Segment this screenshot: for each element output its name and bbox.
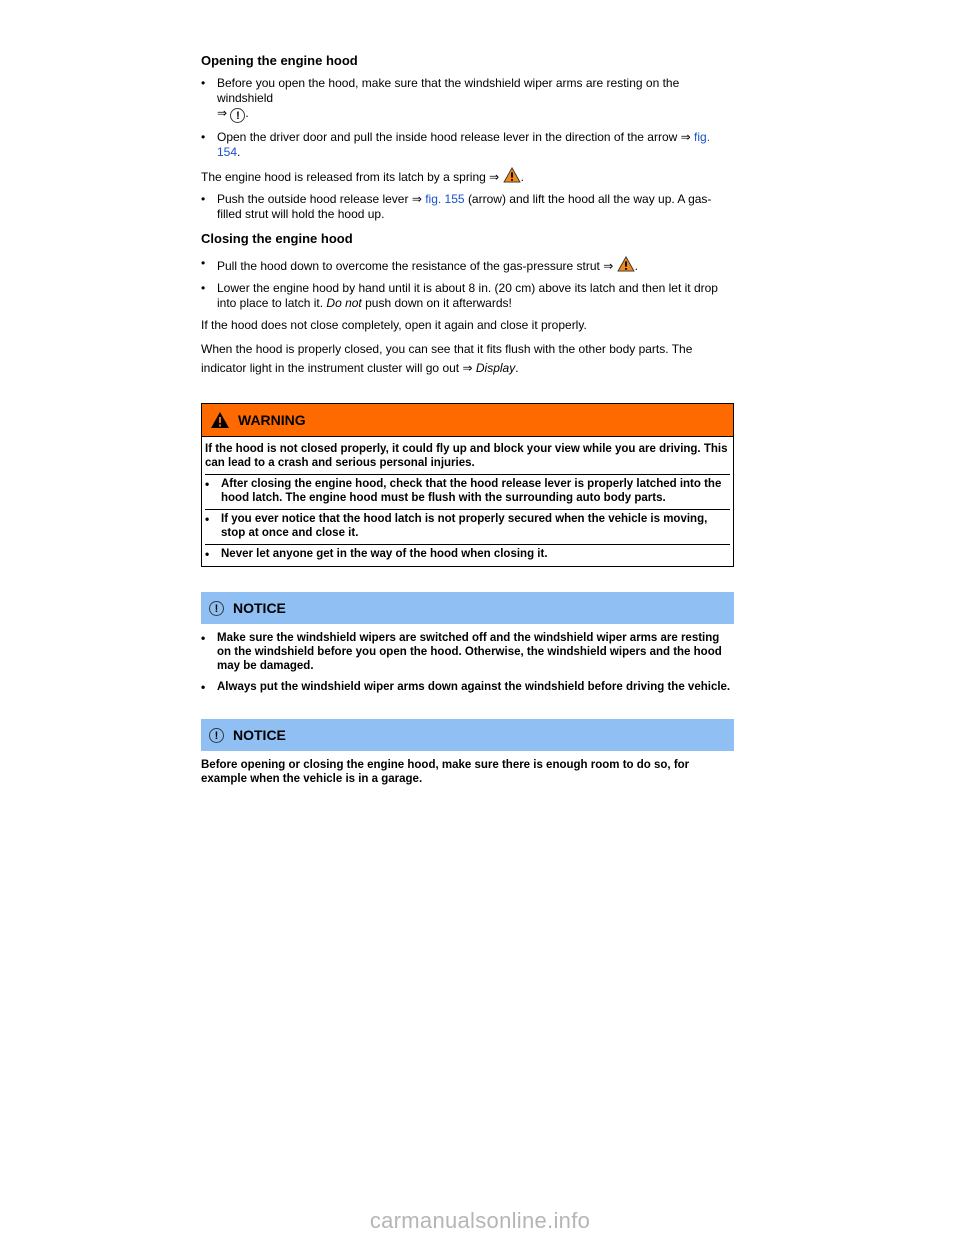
warning-item-text: If you ever notice that the hood latch is not properly secured when the vehicle is moving, stop at once and close it. [221,513,708,539]
punctuation: . [520,170,524,184]
warning-body [202,437,733,566]
bullet-glyph: • [201,192,206,206]
list-item [201,130,734,160]
warning-icon [210,411,230,429]
notice-header [201,719,734,751]
notice-title: NOTICE [233,727,286,743]
bullet-glyph: • [201,130,206,144]
arrow-symbol: ⇒ [217,106,228,120]
warning-item-text: After closing the engine hood, check that the hood release lever is properly latched into the hood latch. The engine hood must be flush with the surrounding auto body parts. [221,478,722,504]
bullet-glyph: • [205,512,210,526]
warning-box [201,403,734,567]
notice-item [201,631,734,673]
paragraph-text: When the hood is properly closed, you can see that it fits flush with the other body parts. The indicator light in the instrument cluster will go out [201,342,693,375]
list-item-text: Open the driver door and pull the inside hood release lever in the direction of the arrow [217,130,678,144]
warning-title: WARNING [238,412,306,428]
bullet-glyph: • [201,680,206,694]
notice-text: Before opening or closing the engine hood, make sure there is enough room to do so, for example when the vehicle is in a garage. [201,759,690,785]
bullet-glyph: • [201,256,206,270]
notice-icon[interactable]: ! [230,108,245,123]
arrow-symbol: ⇒ [462,361,473,375]
bullet-glyph: • [201,631,206,645]
list-item-text: Lower the engine hood by hand until it is about 8 in. (20 cm) above its latch and then let it drop into place to latch it. [217,281,718,310]
paragraph-text: The engine hood is released from its latch by a spring [201,170,486,184]
list-item [201,192,734,222]
list-item-text: Before you open the hood, make sure that the windshield wiper arms are resting on the windshield [217,76,680,105]
list-item-text: push down on it afterwards! [365,296,512,310]
notice-body [201,758,734,786]
warning-item [205,475,730,510]
list-item-text: Pull the hood down to overcome the resistance of the gas-pressure strut [217,259,600,273]
notice-item-text: Always put the windshield wiper arms down against the windshield before driving the vehicle. [217,681,731,693]
emphasis-text: Do not [326,296,362,310]
paragraph [201,167,734,185]
notice-item-text: Make sure the windshield wipers are switched off and the windshield wiper arms are resting on the windshield before you open the hood. Otherwise, the windshield wipers and the hood may be damaged. [217,632,722,672]
arrow-symbol: ⇒ [489,170,500,184]
watermark: carmanualsonline.info [369,1208,591,1233]
list-item [201,281,734,311]
punctuation: . [515,361,519,375]
warning-header [202,404,733,437]
notice-item [201,680,734,695]
section-title-opening: Opening the engine hood [201,53,358,68]
punctuation: . [245,106,249,120]
list-item [201,76,734,123]
warning-item [205,545,730,566]
section-title-closing: Closing the engine hood [201,231,353,246]
warning-item [205,510,730,545]
notice-header [201,592,734,624]
display-link[interactable]: Display [475,361,516,375]
warning-triangle-icon[interactable] [503,167,521,183]
arrow-symbol: ⇒ [411,192,422,206]
arrow-symbol: ⇒ [603,259,614,273]
warning-item-text: Never let anyone get in the way of the hood when closing it. [221,548,548,560]
list-item [201,256,734,274]
paragraph [201,340,734,378]
paragraph: If the hood does not close completely, open it again and close it properly. [201,318,587,332]
figure-link-155[interactable]: fig. 155 [425,192,465,206]
list-item-text: (arrow) and lift the hood all the way up. A gas-filled strut will hold the hood up. [217,192,712,221]
punctuation: . [237,145,241,159]
notice-body [201,631,734,695]
notice-icon: ! [209,601,224,616]
warning-intro-row [205,440,730,475]
warning-intro: If the hood is not closed properly, it could fly up and block your view while you are driving. This can lead to a crash and serious personal injuries. [205,443,728,469]
manual-page [201,52,734,786]
figure-link-154[interactable]: fig. 154 [217,130,711,159]
arrow-symbol: ⇒ [680,130,691,144]
list-item-text: Push the outside hood release lever [217,192,409,206]
bullet-glyph: • [205,547,210,561]
notice-title: NOTICE [233,600,286,616]
bullet-glyph: • [201,76,206,90]
bullet-glyph: • [201,281,206,295]
bullet-glyph: • [205,477,210,491]
warning-triangle-icon[interactable] [617,256,635,272]
punctuation: . [634,259,638,273]
notice-icon: ! [209,728,224,743]
